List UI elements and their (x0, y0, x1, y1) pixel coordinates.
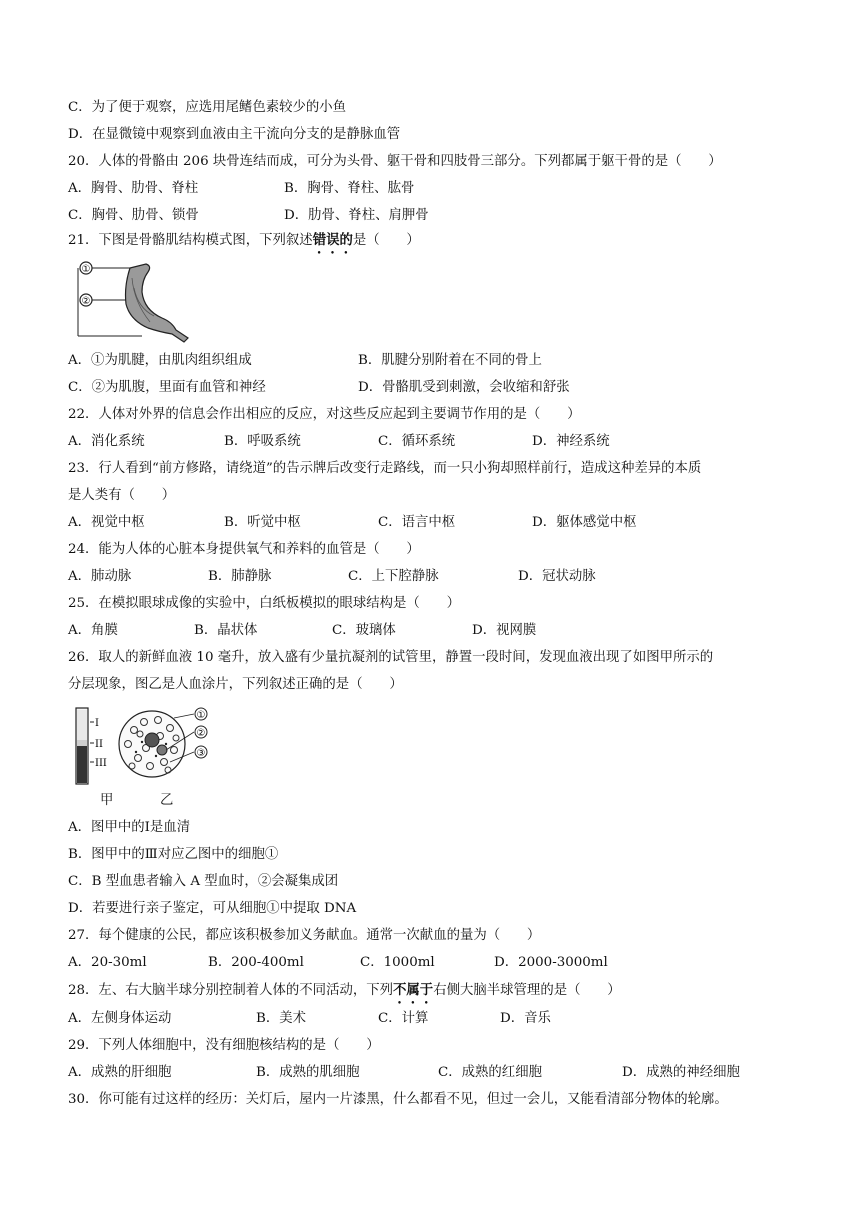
q28-option-b: B．美术 (256, 1011, 307, 1026)
q21-stem-end: 是（ ） (352, 233, 420, 248)
layer-label-III: III (95, 758, 107, 769)
q22-option-c: C．循环系统 (378, 434, 456, 449)
q27-option-a: A．20-30ml (68, 955, 147, 970)
q27-option-b: B．200-400ml (208, 955, 304, 970)
q25-option-b: B．晶状体 (194, 623, 258, 638)
blood-figure (70, 704, 220, 788)
q26-option-c: C．B 型血患者输入 A 型血时，②会凝集成团 (68, 874, 339, 889)
q30-stem: 30．你可能有过这样的经历：关灯后，屋内一片漆黑，什么都看不见，但过一会儿，又能看清部分物体的轮廓。 (68, 1092, 728, 1107)
q20-stem: 20．人体的骨骼由 206 块骨连结而成，可分为头骨、躯干骨和四肢骨三部分。下列都属于躯干骨的是（ ） (68, 154, 722, 169)
q27-option-d: D．2000-3000ml (494, 955, 608, 970)
q23-option-d: D．躯体感觉中枢 (532, 515, 637, 530)
q23-option-c: C．语言中枢 (378, 515, 456, 530)
q24-stem: 24．能为人体的心脏本身提供氧气和养料的血管是（ ） (68, 542, 420, 557)
q21-option-a: A．①为肌腱，由肌肉组织组成 (68, 353, 252, 368)
q22-option-b: B．呼吸系统 (224, 434, 301, 449)
q25-option-d: D．视网膜 (472, 623, 537, 638)
caption-yi: 乙 (160, 793, 174, 808)
q20-option-d: D．肋骨、脊柱、肩胛骨 (284, 208, 429, 223)
q29-option-d: D．成熟的神经细胞 (622, 1065, 740, 1080)
smear-label-3: ③ (196, 748, 206, 759)
layer-label-I: I (95, 718, 99, 729)
q29-option-a: A．成熟的肝细胞 (68, 1065, 172, 1080)
smear-label-2: ② (196, 728, 206, 739)
q19-option-d: D．在显微镜中观察到血液由主干流向分支的是静脉血管 (68, 127, 401, 142)
q27-option-c: C．1000ml (360, 955, 435, 970)
q21-stem-text: 21．下图是骨骼肌结构模式图，下列叙述 (68, 233, 313, 248)
q26-option-d: D．若要进行亲子鉴定，可从细胞①中提取 DNA (68, 901, 357, 916)
q21-option-d: D．骨骼肌受到刺激，会收缩和舒张 (358, 380, 570, 395)
q20-option-a: A．胸骨、肋骨、脊柱 (68, 181, 199, 196)
fig21-label-2: ② (81, 296, 91, 307)
skeletal-muscle-figure (72, 258, 202, 344)
q25-option-c: C．玻璃体 (332, 623, 396, 638)
q24-option-b: B．肺静脉 (208, 569, 272, 584)
q23-option-b: B．听觉中枢 (224, 515, 301, 530)
q28-option-a: A．左侧身体运动 (68, 1011, 172, 1026)
q29-option-b: B．成熟的肌细胞 (256, 1065, 360, 1080)
q28-stem-text: 28．左、右大脑半球分别控制着人体的不同活动，下列 (68, 983, 394, 998)
q26-stem-line-1: 26．取人的新鲜血液 10 毫升，放入盛有少量抗凝剂的试管里，静置一段时间，发现血液出现了如图甲所示的 (68, 650, 714, 665)
caption-jia: 甲 (100, 793, 114, 808)
q24-option-d: D．冠状动脉 (518, 569, 596, 584)
q23-stem-line-2: 是人类有（ ） (68, 488, 176, 503)
q26-option-a: A．图甲中的Ⅰ是血清 (68, 820, 191, 835)
q26-stem-line-2: 分层现象，图乙是人血涂片，下列叙述正确的是（ ） (68, 677, 403, 692)
q28-emphasis: 不属于 (393, 982, 434, 998)
q29-option-c: C．成熟的红细胞 (438, 1065, 542, 1080)
q19-option-c: C．为了便于观察，应选用尾鳍色素较少的小鱼 (68, 100, 347, 115)
q21-emphasis: 错误的 (312, 232, 353, 248)
q22-option-a: A．消化系统 (68, 434, 145, 449)
q20-option-c: C．胸骨、肋骨、锁骨 (68, 208, 199, 223)
q29-stem: 29．下列人体细胞中，没有细胞核结构的是（ ） (68, 1038, 380, 1053)
q20-option-b: B．胸骨、脊柱、肱骨 (284, 181, 415, 196)
q21-option-b: B．肌腱分别附着在不同的骨上 (358, 353, 542, 368)
q25-option-a: A．角膜 (68, 623, 118, 638)
q28-stem (68, 981, 621, 1007)
q23-option-a: A．视觉中枢 (68, 515, 145, 530)
q24-option-a: A．肺动脉 (68, 569, 132, 584)
q21-option-c: C．②为肌腹，里面有血管和神经 (68, 380, 266, 395)
q25-stem: 25．在模拟眼球成像的实验中，白纸板模拟的眼球结构是（ ） (68, 596, 460, 611)
q22-option-d: D．神经系统 (532, 434, 610, 449)
q28-stem-end: 右侧大脑半球管理的是（ ） (433, 983, 621, 998)
layer-label-II: II (95, 739, 103, 750)
q22-stem: 22．人体对外界的信息会作出相应的反应，对这些反应起到主要调节作用的是（ ） (68, 407, 581, 422)
fig21-label-1: ① (81, 264, 91, 275)
q21-stem (68, 231, 420, 257)
q24-option-c: C．上下腔静脉 (348, 569, 439, 584)
q26-option-b: B．图甲中的Ⅲ对应乙图中的细胞① (68, 847, 279, 862)
q28-option-d: D．音乐 (500, 1011, 551, 1026)
smear-label-1: ① (196, 710, 206, 721)
q28-option-c: C．计算 (378, 1011, 429, 1026)
q27-stem: 27．每个健康的公民，都应该积极参加义务献血。通常一次献血的量为（ ） (68, 928, 541, 943)
q23-stem-line-1: 23．行人看到“前方修路，请绕道”的告示牌后改变行走路线，而一只小狗却照样前行，造成这种差异的本质 (68, 461, 702, 476)
